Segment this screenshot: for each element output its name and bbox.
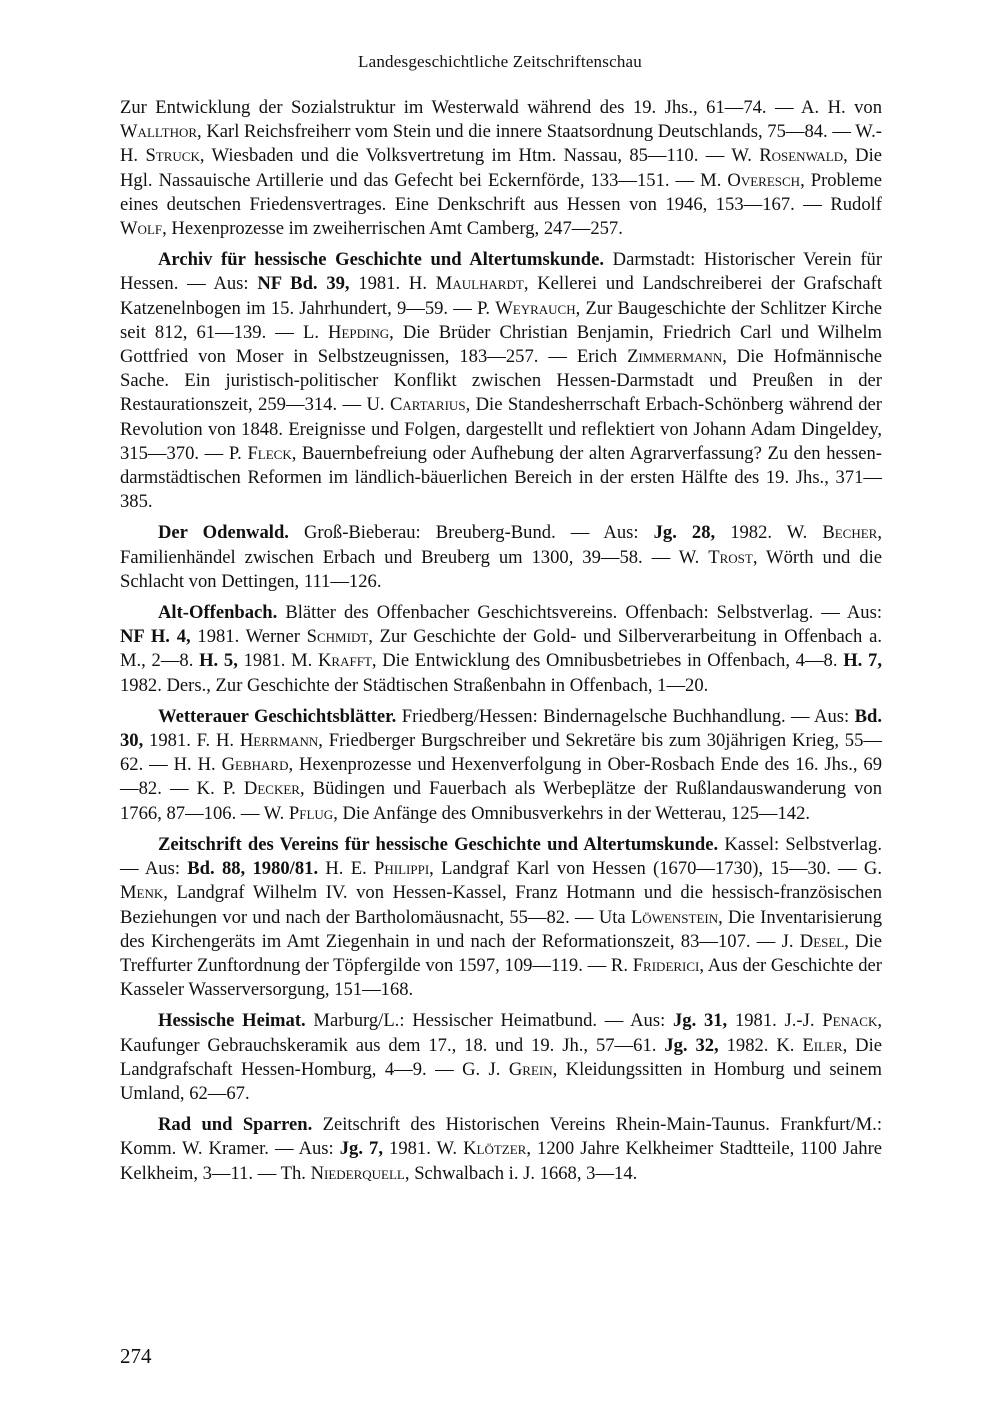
journal-title: Jg. 32, (664, 1034, 719, 1056)
journal-title: Alt-Offenbach. (158, 602, 278, 624)
author-name: Krafft (318, 650, 372, 672)
entry-text: Groß-Bieberau: Breuberg-Bund. — Aus: (288, 522, 654, 544)
entry-text: , Die Standesherrschaft Erbach-Schönberg während der Revolution von 1848. Ereignisse und Folgen, dargestellt und reflektiert von Johann Adam Dingeldey, 315—370. — P. (120, 394, 882, 464)
journal-title: Bd. 88, 1980/81. (187, 858, 319, 880)
journal-entry (120, 1113, 882, 1186)
journal-entry (120, 705, 882, 826)
entry-text: , Wiesbaden und die Volksvertretung im Htm. Nassau, 85—110. — W. (199, 145, 760, 167)
journal-title: NF H. 4, (120, 626, 191, 648)
author-name: Struck (145, 145, 200, 167)
journal-entry (120, 601, 882, 698)
running-head: Landesgeschichtliche Zeitschriftenschau (358, 52, 642, 71)
entry-text: Marburg/L.: Hessischer Heimatbund. — Aus: (305, 1010, 673, 1032)
entry-text: , Schwalbach i. J. 1668, 3—14. (404, 1162, 638, 1184)
author-name: Zimmermann (627, 346, 723, 368)
entry-text: 1982. Ders., Zur Geschichte der Städtischen Straßenbahn in Offenbach, 1—20. (120, 674, 709, 696)
entry-text: Friedberg/Hessen: Bindernagelsche Buchhandlung. — Aus: (396, 705, 855, 727)
entry-text: 1982. K. (718, 1034, 803, 1056)
author-name: Weyrauch (495, 297, 576, 319)
author-name: Hepding (328, 321, 390, 343)
entry-text: , Büdingen und Fauerbach als Werbeplätze der Rußlandauswanderung von 1766, 87—106. — W. (120, 778, 883, 824)
entry-text: H. E. (318, 858, 375, 880)
journal-title: H. 7, (843, 650, 882, 672)
entry-text: Kassel: Selbstverlag. — Aus: (120, 833, 882, 880)
journal-entry (120, 833, 882, 1002)
entry-text: 1982. W. (715, 522, 823, 544)
entry-text: , Bauernbefreiung oder Aufhebung der alten Agrarverfassung? Zu den hessen-darmstädtischen Reformen im ländlich-bäuerlichen Bereich in der ersten Hälfte des 19. Jhs., 371—385. (120, 442, 882, 513)
entry-text: , Wörth und die Schlacht von Dettingen, 111—126. (120, 546, 882, 592)
entry-text: , Die Anfänge des Omnibusverkehrs in der Wetterau, 125—142. (333, 802, 811, 824)
entry-text: , Landgraf Wilhelm IV. von Hessen-Kassel, Franz Hotmann und die hessisch-französischen Beziehungen vor und nach der Bartholomäusnacht, 55—82. — Uta (120, 882, 882, 928)
entry-text: , Die Landgrafschaft Hessen-Homburg, 4—9. — G. J. (120, 1034, 882, 1080)
entry-text: Zeitschrift des Historischen Vereins Rhein-Main-Taunus. Frankfurt/M.: Komm. W. Kramer. — Aus: (120, 1114, 882, 1160)
entry-text: , Karl Reichsfreiherr vom Stein und die innere Staatsordnung Deutschlands, 75—84. — W.-H. (120, 121, 882, 167)
journal-title: NF Bd. 39, (257, 273, 350, 295)
entry-text: , Die Inventarisierung des Kirchengeräts im Amt Ziegenhain in und nach der Reformationszeit, 83—107. — J. (120, 906, 882, 952)
entry-text: 1981. Werner (190, 626, 307, 648)
entry-text: , Die Hgl. Nassauische Artillerie und das Gefecht bei Eckernförde, 133—151. — M. (120, 145, 882, 191)
author-name: Becher (822, 522, 878, 544)
author-name: Maulhardt (435, 273, 524, 295)
author-name: Klötzer (463, 1138, 527, 1160)
entry-text: Zur Entwicklung der Sozialstruktur im Westerwald während des 19. Jhs., 61—74. — A. H. von (120, 97, 882, 118)
entry-text: , Hexenprozesse und Hexenverfolgung in Ober-Rosbach Ende des 16. Jhs., 69—82. — K. P. (120, 754, 882, 800)
author-name: Cartarius (389, 394, 466, 416)
entry-text: , Probleme eines deutschen Friedensvertrages. Eine Denkschrift aus Hessen von 1946, 153—167. — Rudolf (120, 169, 882, 215)
entry-text: , Die Hofmännische Sache. Ein juristisch-politischer Konflikt zwischen Hessen-Darmstadt und Preußen in der Restaurationszeit, 259—314. — U. (120, 346, 882, 416)
journal-entry (120, 1009, 882, 1106)
author-name: Trost (708, 546, 753, 568)
journal-title: Rad und Sparren. (158, 1114, 313, 1136)
author-name: Herrmann (239, 730, 319, 752)
author-name: Overesch (727, 169, 801, 191)
entry-text: , Zur Geschichte der Gold- und Silberverarbeitung in Offenbach a. M., 2—8. (120, 626, 882, 672)
entry-text: , Friedberger Burgschreiber und Sekretäre bis zum 30jährigen Krieg, 55—62. — H. H. (120, 730, 882, 776)
author-name: Desel (799, 930, 845, 952)
author-name: Pflug (288, 802, 334, 824)
entry-text: , Die Treffurter Zunftordnung der Töpfergilde von 1597, 109—119. — R. (120, 930, 882, 976)
entry-text: , Kellerei und Landschreiberei der Grafschaft Katzenelnbogen im 15. Jahrhundert, 9—59. — P. (120, 273, 882, 319)
author-name: Friderici (632, 954, 700, 976)
entry-text: 1981. H. (349, 273, 436, 295)
journal-title: Archiv für hessische Geschichte und Altertumskunde. (158, 249, 605, 271)
journal-title: Bd. 30, (120, 705, 882, 752)
journal-title: H. 5, (199, 650, 238, 672)
entry-text: , 1200 Jahre Kelkheimer Stadtteile, 1100 Jahre Kelkheim, 3—11. — Th. (120, 1138, 883, 1184)
journal-title: Jg. 31, (672, 1010, 728, 1032)
entry-text: , Familienhändel zwischen Erbach und Breuberg um 1300, 39—58. — W. (120, 522, 882, 568)
entry-text: Blätter des Offenbacher Geschichtsvereins. Offenbach: Selbstverlag. — Aus: (277, 602, 882, 624)
author-name: Philippi (374, 858, 430, 880)
author-name: Menk (120, 882, 164, 904)
author-name: Schmidt (306, 626, 369, 648)
journal-title: Hessische Heimat. (158, 1010, 306, 1032)
journal-entry (120, 521, 882, 594)
page-number: 274 (120, 1344, 152, 1368)
journal-title: Jg. 7, (339, 1138, 383, 1160)
journal-title: Wetterauer Geschichtsblätter. (158, 705, 397, 727)
entry-text: , Landgraf Karl von Hessen (1670—1730), 15—30. — G. (429, 858, 882, 880)
entry-text: , Die Brüder Christian Benjamin, Friedrich Carl und Wilhelm Gottfried von Moser in Selbstzeugnissen, 183—257. — Erich (120, 321, 882, 368)
entry-text: Darmstadt: Historischer Verein für Hessen. — Aus: (120, 249, 883, 295)
continued-paragraph (120, 96, 882, 241)
author-name: Grein (508, 1058, 553, 1080)
author-name: Löwenstein (630, 906, 719, 928)
entry-text: , Aus der Geschichte der Kasseler Wasserversorgung, 151—168. (120, 954, 882, 1001)
entry-text: , Kaufunger Gebrauchskeramik aus dem 17., 18. und 19. Jh., 57—61. (120, 1010, 883, 1056)
author-name: Fleck (247, 442, 292, 464)
journal-title: Zeitschrift des Vereins für hessische Geschichte und Altertumskunde. (158, 833, 719, 855)
journal-title: Der Odenwald. (158, 522, 289, 544)
author-name: Wolf (120, 218, 163, 240)
author-name: Eiler (802, 1034, 843, 1056)
entry-text: , Zur Baugeschichte der Schlitzer Kirche seit 812, 61—139. — L. (120, 297, 883, 343)
entry-text: 1981. F. H. (143, 730, 240, 752)
entry-text: 1981. W. (382, 1138, 464, 1160)
article-body (120, 96, 882, 1193)
entry-text: , Hexenprozesse im zweiherrischen Amt Camberg, 247—257. (162, 218, 623, 240)
entry-text: , Kleidungssitten in Homburg und seinem Umland, 62—67. (120, 1058, 882, 1104)
author-name: Niederquell (310, 1162, 405, 1184)
journal-entry (120, 248, 882, 514)
entry-text: 1981. M. (237, 650, 318, 672)
author-name: Decker (243, 778, 300, 800)
entry-text: , Die Entwicklung des Omnibusbetriebes in Offenbach, 4—8. (371, 650, 844, 672)
author-name: Penack (822, 1010, 878, 1032)
entry-text: 1981. J.-J. (727, 1010, 823, 1032)
journal-title: Jg. 28, (653, 522, 716, 544)
author-name: Rosenwald (759, 145, 844, 167)
author-name: Wallthor (120, 121, 198, 143)
author-name: Gebhard (221, 754, 289, 776)
